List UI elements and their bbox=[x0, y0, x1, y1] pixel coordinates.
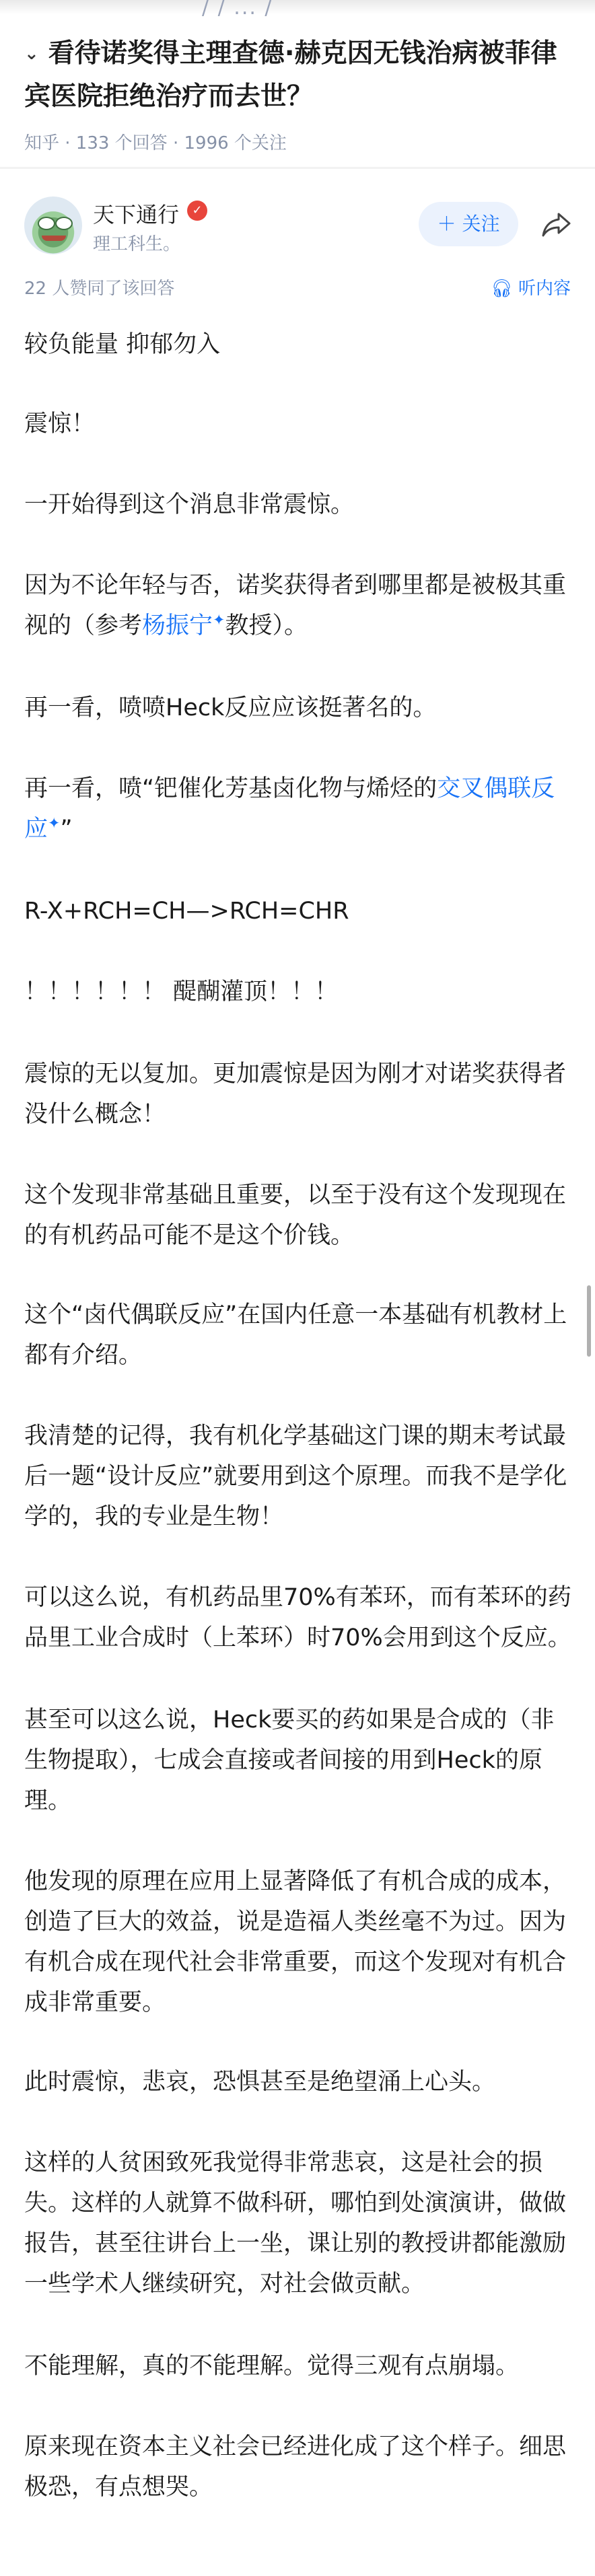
answer-paragraph bbox=[24, 1054, 573, 1135]
answer-paragraph bbox=[24, 404, 573, 444]
inline-link[interactable]: 交叉偶联反应 bbox=[24, 775, 555, 843]
paragraph-text: 因为不论年轻与否，诺奖获得者到哪里都是被极其重视的（参考 bbox=[24, 572, 567, 639]
avatar-eye bbox=[38, 217, 55, 230]
avatar-eye bbox=[55, 217, 73, 230]
paragraph-text: 再一看，喷喷Heck反应应该挺著名的。 bbox=[24, 694, 437, 721]
top-nav-hint: / / ... / bbox=[202, 0, 273, 20]
paragraph-text: 可以这么说，有机药品里70%有苯环，而有苯环的药品里工业合成时（上苯环）时70%会用到这个反应。 bbox=[24, 1584, 571, 1651]
answer-paragraph bbox=[24, 1416, 573, 1537]
paragraph-text: 一开始得到这个消息非常震惊。 bbox=[24, 491, 355, 518]
answer-paragraph bbox=[24, 1577, 573, 1658]
question-meta[interactable]: 知乎 · 133 个回答 · 1996 个关注 bbox=[24, 133, 287, 153]
paragraph-text: ” bbox=[60, 816, 73, 843]
author-row bbox=[0, 195, 595, 257]
paragraph-text: 这样的人贫困致死我觉得非常悲哀，这是社会的损失。这样的人就算不做科研，哪怕到处演演讲，做做报告，甚至往讲台上一坐，课让别的教授讲都能激励一些学术人继续研究，对社会做贡献。 bbox=[24, 2149, 567, 2297]
answer-paragraph bbox=[24, 768, 573, 849]
top-fade bbox=[0, 0, 595, 15]
inline-link[interactable]: 杨振宁 bbox=[142, 612, 213, 639]
paragraph-text: ！！！！！！ 醍醐灌顶！！！ bbox=[24, 978, 339, 1005]
follow-label: 关注 bbox=[462, 213, 500, 235]
link-marker-icon[interactable]: ✦ bbox=[48, 815, 61, 832]
answer-paragraph bbox=[24, 2143, 573, 2304]
paragraph-text: 他发现的原理在应用上显著降低了有机合成的成本，创造了巨大的效益，说是造福人类丝毫不为过。因为有机合成在现代社会非常重要，而这个发现对有机合成非常重要。 bbox=[24, 1868, 567, 2016]
answer-paragraph bbox=[24, 324, 573, 365]
answer-meta bbox=[24, 275, 571, 299]
link-marker-icon[interactable]: ✦ bbox=[213, 612, 225, 629]
paragraph-text: 震惊的无以复加。更加震惊是因为刚才对诺奖获得者没什么概念！ bbox=[24, 1061, 567, 1128]
answer-paragraph bbox=[24, 1861, 573, 2023]
answer-paragraph bbox=[24, 891, 573, 931]
scrollbar[interactable] bbox=[587, 1285, 591, 1357]
paragraph-text: 较负能量 抑郁勿入 bbox=[24, 331, 221, 358]
paragraph-text: 教授）。 bbox=[225, 612, 308, 639]
collapse-chevron-icon[interactable]: ⌄ bbox=[24, 44, 39, 64]
answer-paragraph bbox=[24, 972, 573, 1012]
author-bio: 理工科生。 bbox=[93, 234, 181, 254]
answer-paragraph bbox=[24, 2062, 573, 2102]
paragraph-text: 震惊！ bbox=[24, 410, 96, 437]
divider bbox=[0, 167, 595, 169]
question-title-text: 看待诺奖得主理查德·赫克因无钱治病被菲律宾医院拒绝治疗而去世？ bbox=[24, 38, 557, 112]
avatar-mouth bbox=[42, 236, 66, 241]
author-name[interactable]: 天下通行 bbox=[93, 202, 180, 227]
paragraph-text: R-X+RCH=CH—>RCH=CHR bbox=[24, 898, 349, 925]
paragraph-text: 再一看，喷“钯催化芳基卤化物与烯烃的 bbox=[24, 775, 438, 802]
plus-icon: ＋ bbox=[437, 213, 456, 235]
listen-label: 听内容 bbox=[518, 279, 571, 299]
paragraph-text: 甚至可以这么说，Heck要买的药如果是合成的（非生物提取），七成会直接或者间接的用到Heck的原理。 bbox=[24, 1707, 555, 1814]
headphones-icon: 🎧︎ bbox=[490, 279, 513, 299]
answer-paragraph bbox=[24, 2427, 573, 2507]
upvote-info: 22 人赞同了该回答 bbox=[24, 279, 175, 299]
paragraph-text: 不能理解，真的不能理解。觉得三观有点崩塌。 bbox=[24, 2353, 520, 2380]
answer-content bbox=[24, 324, 573, 2507]
avatar[interactable] bbox=[24, 196, 82, 254]
answer-paragraph bbox=[24, 1700, 573, 1821]
paragraph-text: 此时震惊，悲哀，恐惧甚至是绝望涌上心头。 bbox=[24, 2069, 496, 2096]
answer-paragraph bbox=[24, 1175, 573, 1256]
paragraph-text: 原来现在资本主义社会已经进化成了这个样子。细思极恐，有点想哭。 bbox=[24, 2433, 567, 2501]
follow-button[interactable] bbox=[419, 202, 518, 246]
paragraph-text: 这个发现非常基础且重要，以至于没有这个发现现在的有机药品可能不是这个价钱。 bbox=[24, 1182, 567, 1249]
answer-paragraph bbox=[24, 565, 573, 646]
answer-paragraph bbox=[24, 688, 573, 728]
question-title[interactable] bbox=[24, 32, 576, 118]
verified-badge-icon: ✓ bbox=[187, 201, 207, 221]
answer-paragraph bbox=[24, 1295, 573, 1375]
share-icon[interactable] bbox=[540, 207, 573, 241]
answer-paragraph bbox=[24, 485, 573, 525]
paragraph-text: 我清楚的记得，我有机化学基础这门课的期末考试最后一题“设计反应”就要用到这个原理。而我不是学化学的，我的专业是生物！ bbox=[24, 1423, 567, 1530]
paragraph-text: 这个“卤代偶联反应”在国内任意一本基础有机教材上都有介绍。 bbox=[24, 1301, 567, 1369]
listen-button[interactable] bbox=[491, 275, 571, 299]
answer-paragraph bbox=[24, 2346, 573, 2386]
